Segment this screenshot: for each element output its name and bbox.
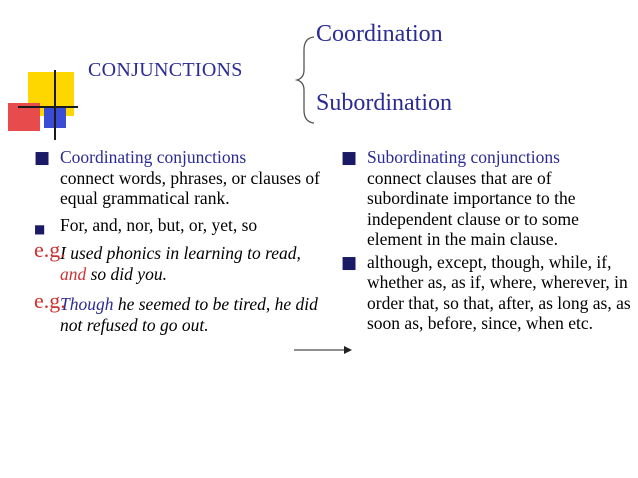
right-column bbox=[341, 147, 631, 336]
decor-horizontal-line bbox=[18, 106, 78, 108]
square-bullet-icon: ■ bbox=[34, 221, 46, 236]
example-2-though: Though bbox=[60, 294, 114, 314]
example-1 bbox=[34, 237, 324, 284]
square-bullet-icon: ■ bbox=[34, 148, 51, 168]
left-bullet-2 bbox=[34, 215, 324, 236]
coordinating-list: For, and, nor, but, or, yet, so bbox=[60, 214, 258, 235]
eg-label: e.g. bbox=[34, 237, 66, 262]
right-bullet-1 bbox=[341, 147, 631, 250]
left-bullet-1 bbox=[34, 147, 324, 209]
subordinating-list: although, except, though, while, if, whether as, as if, where, wherever, in order that, so that, after, as long as, as soon as, before, since, when etc. bbox=[367, 251, 631, 333]
brace-icon bbox=[292, 34, 318, 126]
eg-label: e.g. bbox=[34, 288, 66, 313]
decor-vertical-line bbox=[54, 70, 56, 140]
coordinating-description: connect words, phrases, or clauses of equal grammatical rank. bbox=[60, 167, 320, 208]
subordinating-description: connect clauses that are of subordinate importance to the independent clause or to some element in the main clause. bbox=[367, 167, 579, 249]
square-bullet-icon: ■ bbox=[341, 148, 358, 168]
coordinating-heading: Coordinating conjunctions bbox=[60, 147, 247, 167]
branch-coordination: Coordination bbox=[316, 21, 443, 47]
example-1-part1: I used phonics in learning to read, bbox=[60, 243, 301, 263]
branch-subordination: Subordination bbox=[316, 90, 452, 116]
square-bullet-icon: ■ bbox=[341, 252, 358, 273]
example-2-rest: he seemed to be tired, he did not refused to go out. bbox=[60, 294, 318, 335]
example-1-text bbox=[60, 243, 301, 284]
example-2-text bbox=[60, 294, 318, 335]
left-column bbox=[34, 147, 324, 335]
example-1-and: and bbox=[60, 263, 87, 284]
arrow-right-icon bbox=[294, 344, 356, 356]
example-2 bbox=[34, 288, 324, 335]
example-1-part2: so did you. bbox=[90, 263, 167, 284]
subordinating-heading: Subordinating conjunctions bbox=[367, 147, 560, 167]
right-bullet-2 bbox=[341, 252, 631, 334]
slide-title: CONJUNCTIONS bbox=[88, 59, 243, 81]
